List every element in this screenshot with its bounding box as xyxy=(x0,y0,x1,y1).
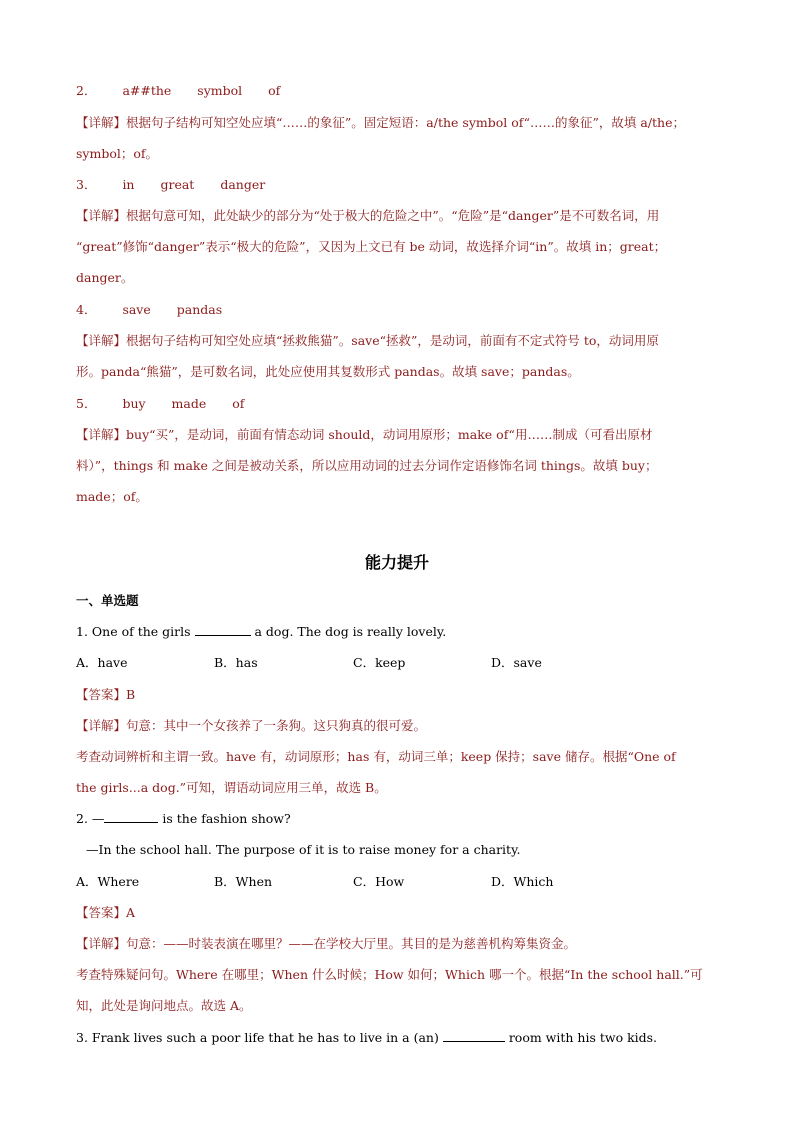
option-a: A．have xyxy=(76,655,128,670)
explain-3-line-2: “great”修饰“danger”表示“极大的危险”，又因为上文已有 be 动词，故选择介词“in”。故填 in；great； xyxy=(76,239,667,254)
option-b: B．When xyxy=(214,874,273,889)
explain-2-line-1: 【详解】根据句子结构可知空处应填“……的象征”。固定短语：a/the symbol of“……的象征”，故填 a/the； xyxy=(76,115,686,130)
question-3: 3. Frank lives such a poor life that he has to live in a (an) room with his two kids. xyxy=(76,1030,658,1045)
question-1-options xyxy=(76,654,734,672)
question-1-explain-3: the girls...a dog.”可知，谓语动词应用三单，故选 B。 xyxy=(76,780,387,795)
question-2-line-2: —In the school hall. The purpose of it is to raise money for a charity. xyxy=(86,842,521,857)
option-d: D．save xyxy=(491,655,542,670)
question-2: 2. — is the fashion show? xyxy=(76,811,291,826)
answer-3: 3． in great danger xyxy=(76,177,266,192)
question-2-answer: 【答案】A xyxy=(76,905,136,920)
sub-title: 一、单选题 xyxy=(76,593,139,608)
question-1-explain-2: 考查动词辨析和主谓一致。have 有，动词原形；has 有，动词三单；keep 保持；save 储存。根据“One of xyxy=(76,749,676,764)
question-2-explain-1: 【详解】句意：——时装表演在哪里？——在学校大厅里。其目的是为慈善机构筹集资金。 xyxy=(76,936,577,951)
explain-5-line-2: 料）”，things 和 make 之间是被动关系，所以应用动词的过去分词作定语修饰名词 things。故填 buy； xyxy=(76,458,658,473)
answer-blank xyxy=(443,1029,505,1042)
answer-5: 5． buy made of xyxy=(76,396,245,411)
question-2-explain-3: 知，此处是询问地点。故选 A。 xyxy=(76,998,252,1013)
question-2-explain-2: 考查特殊疑问句。Where 在哪里；When 什么时候；How 如何；Which 哪一个。根据“In the school hall.”可 xyxy=(76,967,703,982)
explain-3-line-1: 【详解】根据句意可知，此处缺少的部分为“处于极大的危险之中”。“危险”是“danger”是不可数名词，用 xyxy=(76,208,660,223)
option-c: C．How xyxy=(353,874,405,889)
option-a: A．Where xyxy=(76,874,140,889)
option-c: C．keep xyxy=(353,655,406,670)
option-d: D．Which xyxy=(491,874,554,889)
answer-blank xyxy=(104,810,158,823)
answer-2: 2． a##the symbol of xyxy=(76,83,281,98)
question-1-explain-1: 【详解】句意：其中一个女孩养了一条狗。这只狗真的很可爱。 xyxy=(76,718,427,733)
answer-4: 4． save pandas xyxy=(76,302,223,317)
question-1-answer: 【答案】B xyxy=(76,687,136,702)
explain-4-line-1: 【详解】根据句子结构可知空处应填“拯救熊猫”。save“拯救”，是动词，前面有不定式符号 to，动词用原 xyxy=(76,333,659,348)
question-2-options xyxy=(76,873,734,891)
section-title: 能力提升 xyxy=(364,553,429,572)
explain-2-line-2: symbol；of。 xyxy=(76,146,159,161)
explain-5-line-1: 【详解】buy“买”，是动词，前面有情态动词 should，动词用原形；make of“用……制成（可看出原材 xyxy=(76,427,653,442)
question-1: 1. One of the girls a dog. The dog is really lovely. xyxy=(76,624,447,639)
explain-5-line-3: made；of。 xyxy=(76,489,148,504)
answer-blank xyxy=(195,623,251,636)
explain-4-line-2: 形。panda“熊猫”，是可数名词，此处应使用其复数形式 pandas。故填 save；pandas。 xyxy=(76,364,580,379)
explain-3-line-3: danger。 xyxy=(76,270,134,285)
option-b: B．has xyxy=(214,655,258,670)
